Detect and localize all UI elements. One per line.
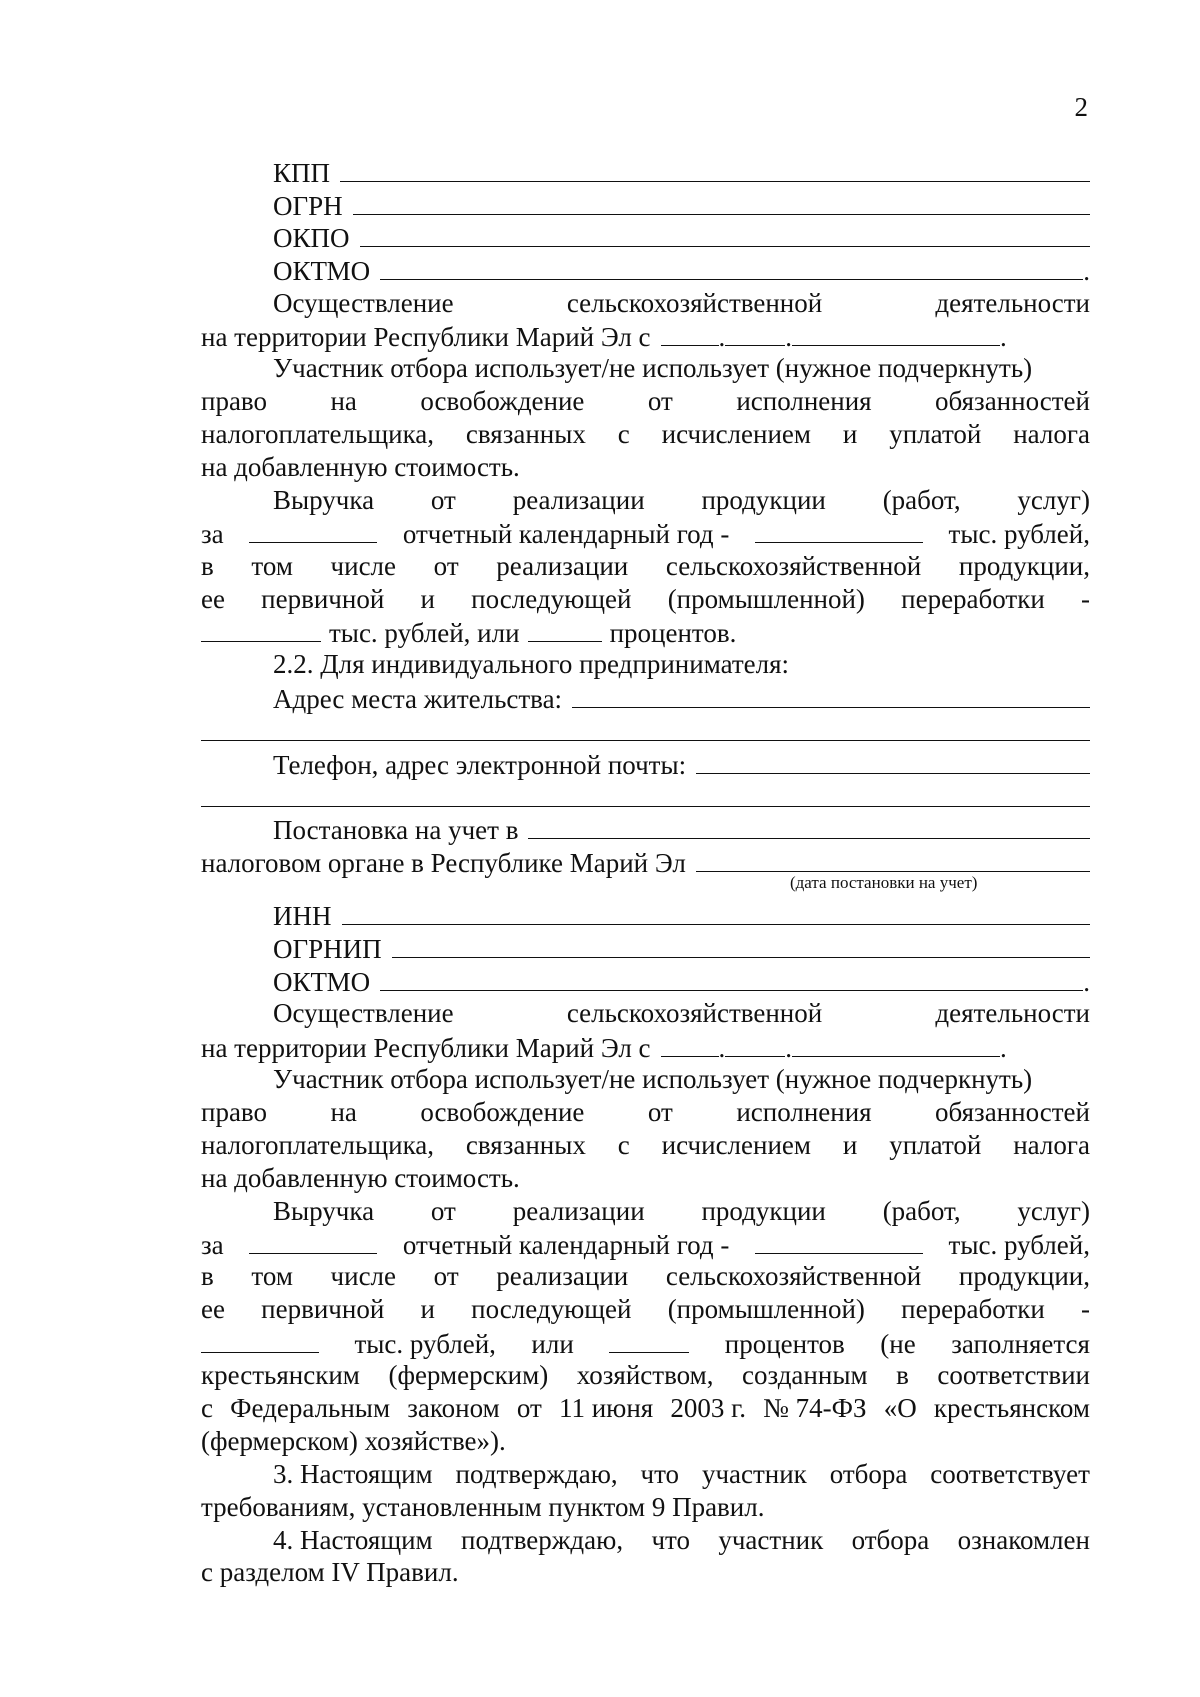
vat-ip-line-2: право на освобождение от исполнения обязанностей bbox=[201, 1096, 1090, 1127]
ogrnip-field[interactable] bbox=[392, 931, 1090, 958]
activity-month-field[interactable] bbox=[725, 319, 785, 346]
item-4-line-1: 4. Настоящим подтверждаю, что участник отбора ознакомлен bbox=[273, 1524, 1090, 1555]
okpo-field[interactable] bbox=[360, 221, 1090, 248]
revenue-agri-field[interactable] bbox=[201, 615, 321, 642]
address-row bbox=[201, 681, 1090, 714]
ogrn-label: ОГРН bbox=[273, 190, 343, 221]
revenue-ip-agri-field[interactable] bbox=[201, 1326, 319, 1353]
item-3-line-2: требованиям, установленным пунктом 9 Правил. bbox=[201, 1491, 765, 1522]
registration-row-2: налоговом органе в Республике Марий Эл bbox=[201, 846, 1090, 879]
vat-line-4: на добавленную стоимость. bbox=[201, 452, 520, 483]
inn-row bbox=[201, 899, 1090, 932]
activity-line-1: Осуществление сельскохозяйственной деятельности bbox=[273, 287, 1090, 318]
revenue-line-2: за отчетный календарный год - тыс. рублей, bbox=[201, 517, 1090, 550]
oktmo-ip-label: ОКТМО bbox=[273, 967, 371, 998]
ogrnip-label: ОГРНИП bbox=[273, 934, 382, 965]
section-2-2-heading: 2.2. Для индивидуального предпринимателя: bbox=[273, 649, 790, 680]
revenue-line-5: тыс. рублей, или процентов. bbox=[201, 615, 1090, 648]
phone-row-cont bbox=[201, 780, 1090, 813]
activity-line-2: на территории Республики Марий Эл с . . . bbox=[201, 319, 1090, 352]
activity-ip-line-2: на территории Республики Марий Эл с . . . bbox=[201, 1030, 1090, 1063]
revenue-ip-total-field[interactable] bbox=[755, 1228, 923, 1255]
item-3-line-1: 3. Настоящим подтверждаю, что участник отбора соответствует bbox=[273, 1458, 1090, 1489]
activity-ip-day-field[interactable] bbox=[661, 1030, 719, 1057]
revenue-ip-percent-field[interactable] bbox=[609, 1326, 689, 1353]
revenue-line-1: Выручка от реализации продукции (работ, услуг) bbox=[273, 484, 1090, 515]
vat-ip-line-1: Участник отбора использует/не использует (нужное подчеркнуть) bbox=[273, 1064, 1033, 1095]
phone-row bbox=[201, 747, 1090, 780]
address-field-cont[interactable] bbox=[201, 714, 1090, 741]
oktmo-ip-row: ОКТМО . bbox=[201, 964, 1090, 997]
oktmo-row: ОКТМО . bbox=[201, 254, 1090, 287]
kpp-field[interactable] bbox=[340, 155, 1090, 182]
okpo-label: ОКПО bbox=[273, 223, 350, 254]
registration-field[interactable] bbox=[528, 813, 1090, 840]
activity-ip-year-field[interactable] bbox=[792, 1030, 1000, 1057]
activity-year-field[interactable] bbox=[792, 319, 1000, 346]
ogrn-row bbox=[201, 188, 1090, 221]
ogrnip-row bbox=[201, 931, 1090, 964]
revenue-ip-line-4: ее первичной и последующей (промышленной) переработки - bbox=[201, 1294, 1090, 1325]
kpp-row bbox=[201, 155, 1090, 188]
oktmo-label: ОКТМО bbox=[273, 256, 371, 287]
revenue-year-field[interactable] bbox=[249, 517, 377, 544]
address-label: Адрес места жительства: bbox=[273, 683, 563, 714]
oktmo-field[interactable] bbox=[380, 254, 1083, 281]
revenue-ip-year-field[interactable] bbox=[249, 1228, 377, 1255]
registration-date-field[interactable] bbox=[696, 846, 1090, 873]
kpp-label: КПП bbox=[273, 157, 331, 188]
revenue-ip-line-3: в том числе от реализации сельскохозяйственной продукции, bbox=[201, 1261, 1090, 1292]
vat-line-2: право на освобождение от исполнения обязанностей bbox=[201, 386, 1090, 417]
vat-line-1: Участник отбора использует/не использует (нужное подчеркнуть) bbox=[273, 353, 1033, 384]
revenue-line-3: в том числе от реализации сельскохозяйственной продукции, bbox=[201, 550, 1090, 581]
activity-day-field[interactable] bbox=[661, 319, 719, 346]
oktmo-ip-field[interactable] bbox=[380, 964, 1083, 991]
revenue-line-4: ее первичной и последующей (промышленной) переработки - bbox=[201, 583, 1090, 614]
document-body bbox=[201, 155, 1090, 1589]
inn-field[interactable] bbox=[342, 899, 1091, 926]
ogrn-field[interactable] bbox=[353, 188, 1090, 215]
page-number: 2 bbox=[1074, 92, 1088, 122]
activity-ip-month-field[interactable] bbox=[725, 1030, 785, 1057]
revenue-ip-line-5: тыс. рублей, или процентов (не заполняется bbox=[201, 1326, 1090, 1359]
item-4-line-2: с разделом IV Правил. bbox=[201, 1557, 459, 1588]
address-row-cont bbox=[201, 714, 1090, 747]
revenue-percent-field[interactable] bbox=[528, 615, 602, 642]
registration-row-1: Постановка на учет в bbox=[201, 813, 1090, 846]
phone-email-field[interactable] bbox=[696, 747, 1090, 774]
registration-date-caption: (дата постановки на учет) bbox=[790, 872, 978, 892]
revenue-ip-line-7: с Федеральным законом от 11 июня 2003 г. № 74-ФЗ «О крестьянском bbox=[201, 1392, 1090, 1423]
inn-label: ИНН bbox=[273, 901, 332, 932]
vat-line-3: налогоплательщика, связанных с исчислением и уплатой налога bbox=[201, 419, 1090, 450]
revenue-ip-line-1: Выручка от реализации продукции (работ, услуг) bbox=[273, 1195, 1090, 1226]
vat-ip-line-3: налогоплательщика, связанных с исчислением и уплатой налога bbox=[201, 1129, 1090, 1160]
phone-email-field-cont[interactable] bbox=[201, 780, 1090, 807]
vat-ip-line-4: на добавленную стоимость. bbox=[201, 1162, 520, 1193]
revenue-ip-line-6: крестьянским (фермерским) хозяйством, созданным в соответствии bbox=[201, 1360, 1090, 1391]
revenue-ip-line-2: за отчетный календарный год - тыс. рублей, bbox=[201, 1228, 1090, 1261]
revenue-total-field[interactable] bbox=[755, 517, 923, 544]
activity-ip-line-1: Осуществление сельскохозяйственной деятельности bbox=[273, 998, 1090, 1029]
phone-label: Телефон, адрес электронной почты: bbox=[273, 749, 687, 780]
revenue-ip-line-8: (фермерском) хозяйстве»). bbox=[201, 1425, 506, 1456]
okpo-row bbox=[201, 221, 1090, 254]
address-field[interactable] bbox=[572, 681, 1090, 708]
